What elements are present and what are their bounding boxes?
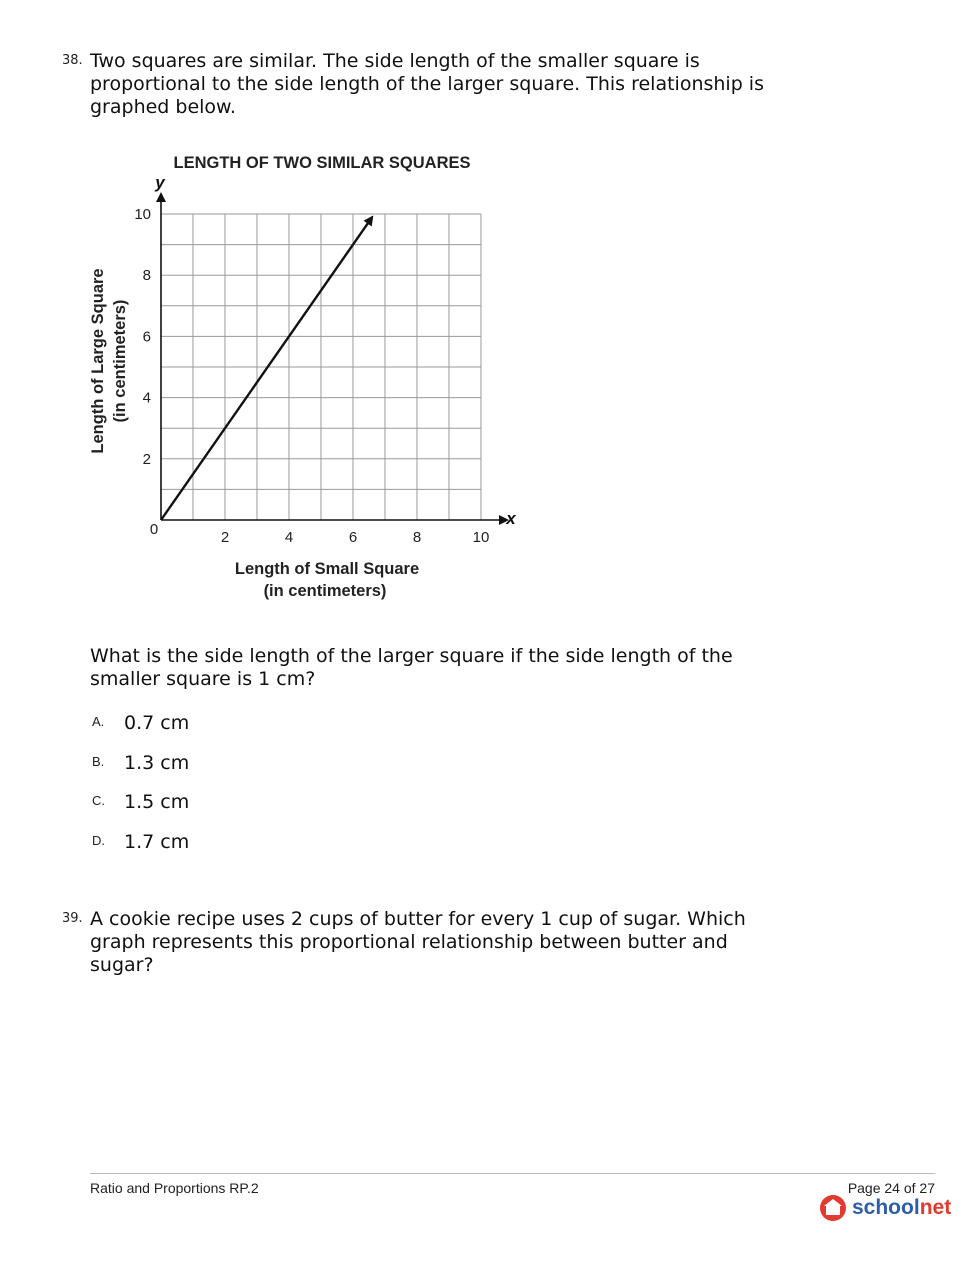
chart-title: LENGTH OF TWO SIMILAR SQUARES bbox=[173, 154, 471, 172]
y-axis-unit: (in centimeters) bbox=[111, 299, 129, 423]
question-38-question-line-1: What is the side length of the larger square if the side length of the bbox=[90, 645, 733, 667]
y-tick-label-10: 10 bbox=[134, 206, 151, 223]
choice-b-letter: B. bbox=[92, 754, 105, 769]
logo-word-net: net bbox=[919, 1196, 952, 1219]
question-38-line-2: proportional to the side length of the larger square. This relationship is bbox=[90, 73, 764, 95]
x-tick-label-8: 8 bbox=[412, 529, 422, 546]
question-39-prompt bbox=[90, 908, 820, 977]
x-tick-label-6: 6 bbox=[348, 529, 358, 546]
y-tick-label-8: 8 bbox=[142, 267, 151, 285]
choice-d-text: 1.7 cm bbox=[124, 831, 190, 853]
choice-a-text: 0.7 cm bbox=[124, 712, 190, 734]
logo-wordmark bbox=[852, 1195, 951, 1221]
house-icon bbox=[820, 1195, 846, 1221]
footer-section-title: Ratio and Proportions RP.2 bbox=[90, 1180, 259, 1196]
question-39-line-1: A cookie recipe uses 2 cups of butter for every 1 cup of sugar. Which bbox=[90, 908, 746, 930]
question-38-line-3: graphed below. bbox=[90, 96, 236, 118]
origin-label: 0 bbox=[149, 521, 159, 538]
x-tick-label-4: 4 bbox=[284, 529, 294, 546]
question-38-line-1: Two squares are similar. The side length of the smaller square is bbox=[90, 50, 700, 72]
footer-divider bbox=[90, 1173, 935, 1174]
choice-b-text: 1.3 cm bbox=[124, 752, 190, 774]
x-tick-label-10: 10 bbox=[472, 529, 490, 546]
choice-a[interactable] bbox=[92, 712, 292, 736]
x-axis-label: Length of Small Square bbox=[234, 560, 420, 578]
similar-squares-chart bbox=[80, 140, 540, 610]
choice-c-text: 1.5 cm bbox=[124, 791, 190, 813]
question-39-number: 39. bbox=[62, 911, 83, 926]
logo-word-school: school bbox=[852, 1196, 920, 1219]
x-axis-unit: (in centimeters) bbox=[263, 582, 387, 600]
question-38-question-line-2: smaller square is 1 cm? bbox=[90, 668, 316, 690]
question-39-line-2: graph represents this proportional relationship between butter and bbox=[90, 931, 728, 953]
choice-c-letter: C. bbox=[92, 793, 105, 808]
choice-d-letter: D. bbox=[92, 833, 105, 848]
y-tick-label-4: 4 bbox=[142, 389, 151, 407]
x-tick-label-2: 2 bbox=[220, 529, 230, 546]
choice-d[interactable] bbox=[92, 831, 292, 855]
y-tick-label-6: 6 bbox=[142, 328, 151, 346]
y-tick-label-2: 2 bbox=[142, 450, 151, 468]
x-axis-letter: x bbox=[506, 509, 516, 528]
y-axis-label: Length of Large Square bbox=[89, 268, 107, 454]
choice-b[interactable] bbox=[92, 752, 292, 776]
question-39-line-3: sugar? bbox=[90, 954, 154, 976]
footer-page-number: Page 24 of 27 bbox=[847, 1180, 935, 1196]
question-38-prompt bbox=[90, 50, 820, 119]
choice-c[interactable] bbox=[92, 791, 292, 815]
y-axis-letter: y bbox=[155, 173, 165, 192]
question-38-number: 38. bbox=[62, 53, 83, 68]
question-38-question bbox=[90, 645, 820, 691]
choice-a-letter: A. bbox=[92, 714, 105, 729]
